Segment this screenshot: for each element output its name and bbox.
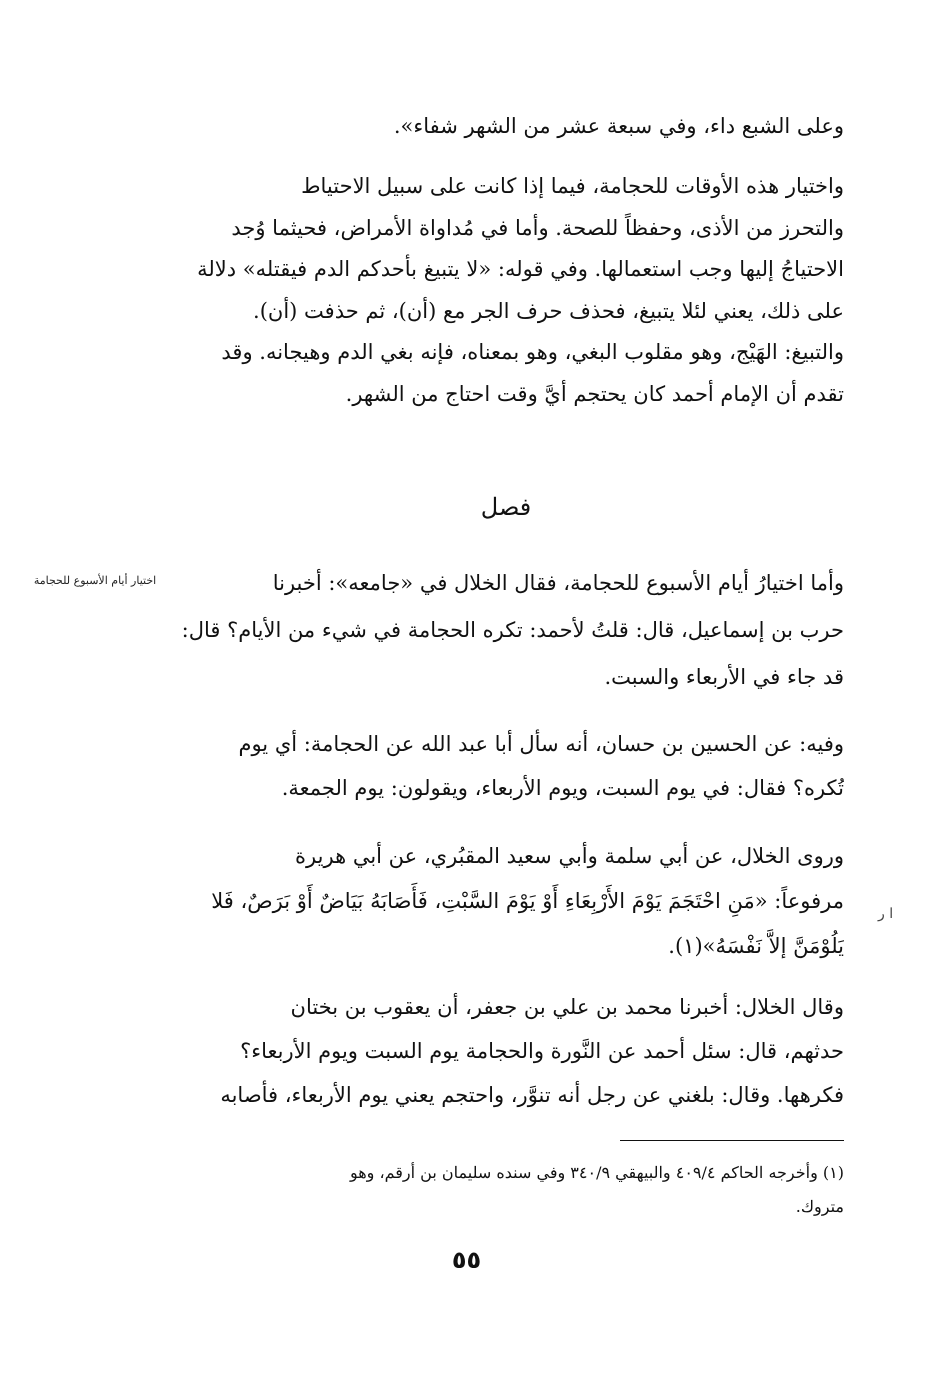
text-line: على ذلك، يعني لئلا يتبيغ، فحذف حرف الجر مع (أن)، ثم حذفت (أن). [253,298,844,323]
text-line: الاحتياجُ إليها وجب استعمالها. وفي قوله: «لا يتبيغ بأحدكم الدم فيقتله» دلالة [197,257,844,281]
paragraph-3 [168,560,844,701]
paragraph-4 [168,722,844,810]
text-line: تقدم أن الإمام أحمد كان يحتجم أيَّ وقت احتاج من الشهر. [345,381,844,406]
text-line: وعلى الشبع داء، وفي سبعة عشر من الشهر شفاء». [393,114,844,138]
footnote-line: متروك. [795,1197,844,1216]
margin-note: اختيار أيام الأسبوع للحجامة [33,574,157,587]
page-number: ٥٥ [451,1246,482,1274]
text-line: واختيار هذه الأوقات للحجامة، فيما إذا كانت على سبيل الاحتياط [301,174,844,198]
paragraph-2 [168,166,844,415]
section-heading: فصل [480,493,532,521]
text-line: قد جاء في الأربعاء والسبت. [604,665,844,689]
text-line: يَلُوْمَنَّ إلاَّ نَفْسَهُ»(١). [668,934,844,958]
paragraph-1 [168,106,844,146]
text-line: مرفوعاً: «مَنِ احْتَجَمَ يَوْمَ الأَرْبِعَاءِ أَوْ يَوْمَ السَّبْتِ، فَأَصَابَهُ بَيَاضٌ أَوْ بَرَصٌ، فَلا [211,889,844,913]
footnote [168,1156,844,1224]
text-line: وروى الخلال، عن أبي سلمة وأبي سعيد المقبُري، عن أبي هريرة [295,844,844,868]
text-line: وأما اختيارُ أيام الأسبوع للحجامة، فقال الخلال في «جامعه»: أخبرنا [272,571,844,595]
paragraph-5 [168,834,844,969]
margin-mark: ا ر [878,906,894,922]
footnote-separator [620,1140,844,1141]
text-line: والتحرز من الأذى، وحفظاً للصحة. وأما في مُداواة الأمراض، فحيثما وُجد [231,215,844,240]
footnote-line: (١) وأخرجه الحاكم ٤٠٩/٤ والبيهقي ٣٤٠/٩ وفي سنده سليمان بن أرقم، وهو [349,1163,844,1182]
text-line: وفيه: عن الحسين بن حسان، أنه سأل أبا عبد الله عن الحجامة: أي يوم [238,732,844,756]
text-line: والتبيغ: الهَيْج، وهو مقلوب البغي، وهو بمعناه، فإنه بغي الدم وهيجانه. وقد [221,340,844,364]
text-line: وقال الخلال: أخبرنا محمد بن علي بن جعفر، أن يعقوب بن بختان [290,995,844,1019]
paragraph-6 [168,985,844,1117]
text-line: حرب بن إسماعيل، قال: قلتُ لأحمد: تكره الحجامة في شيء من الأيام؟ قال: [181,618,844,642]
text-line: حدثهم، قال: سئل أحمد عن النَّورة والحجامة يوم السبت ويوم الأربعاء؟ [240,1039,844,1063]
text-line: فكرهها. وقال: بلغني عن رجل أنه تنوَّر، واحتجم يعني يوم الأربعاء، فأصابه [220,1083,844,1107]
text-line: تُكره؟ فقال: في يوم السبت، ويوم الأربعاء، ويقولون: يوم الجمعة. [281,776,844,800]
